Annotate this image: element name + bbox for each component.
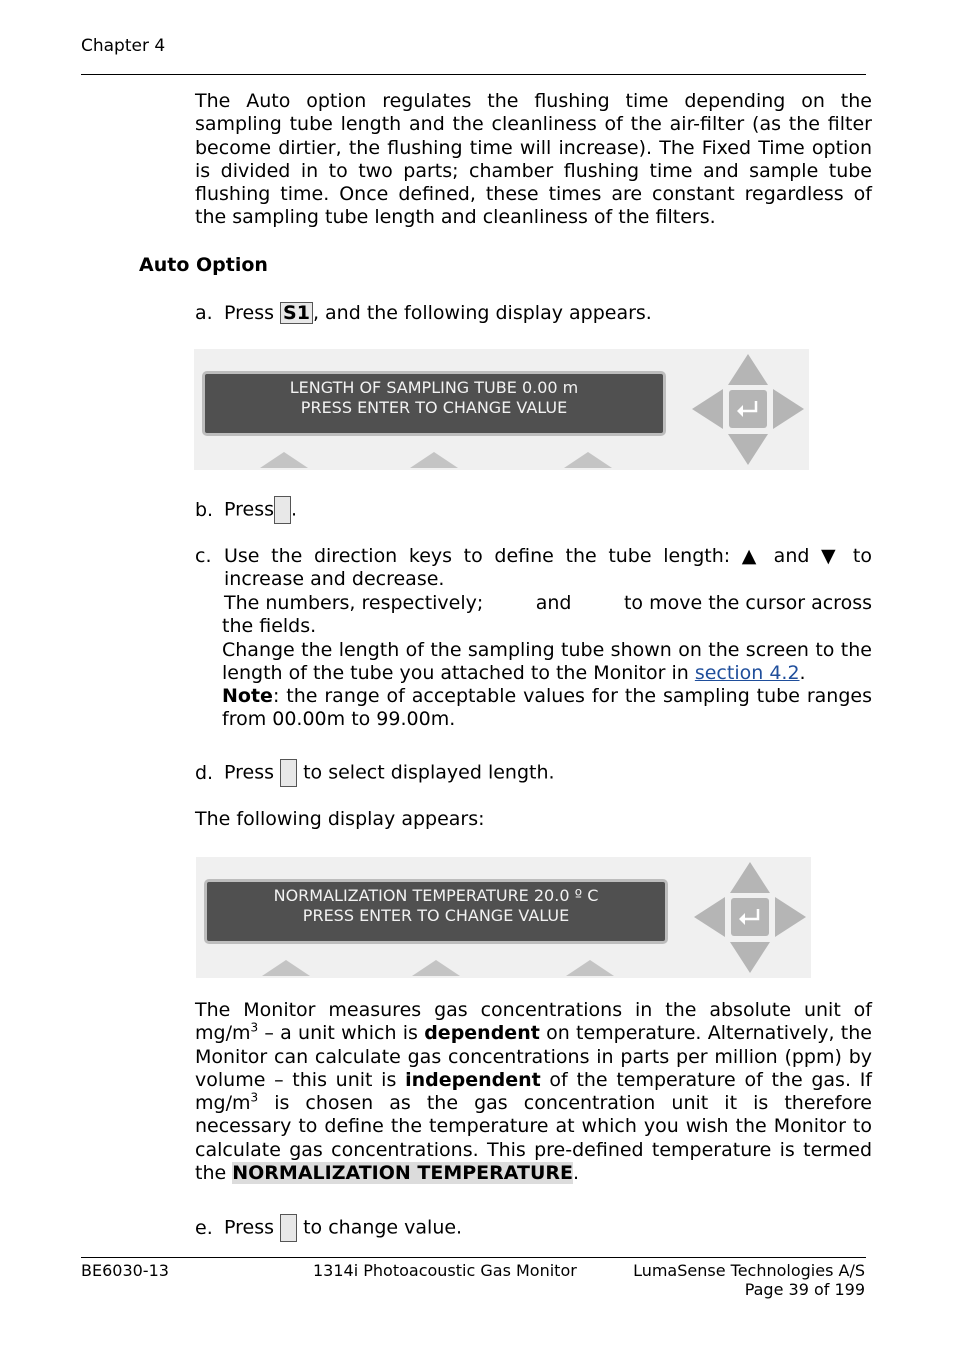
enter-key-icon[interactable] bbox=[731, 898, 769, 936]
section-heading: Auto Option bbox=[139, 254, 268, 276]
soft-key-1[interactable] bbox=[260, 452, 308, 468]
step-e: e. Press to change value. bbox=[195, 1214, 462, 1242]
down-arrow-icon[interactable] bbox=[728, 434, 768, 465]
soft-key-3[interactable] bbox=[566, 960, 614, 976]
right-arrow-icon[interactable] bbox=[773, 389, 804, 429]
page-number: Page 39 of 199 bbox=[744, 1280, 865, 1299]
step-c-line-4: the fields. bbox=[222, 615, 317, 637]
soft-key-3[interactable] bbox=[564, 452, 612, 468]
soft-key-2[interactable] bbox=[410, 452, 458, 468]
lcd-line-1: NORMALIZATION TEMPERATURE 20.0 º C bbox=[273, 886, 599, 905]
doc-id: BE6030-13 bbox=[81, 1261, 169, 1280]
step-b: b. Press . bbox=[195, 496, 297, 524]
lcd-screen bbox=[204, 879, 668, 944]
lcd-line-1: LENGTH OF SAMPLING TUBE 0.00 m bbox=[289, 378, 579, 397]
lcd-line-2: PRESS ENTER TO CHANGE VALUE bbox=[300, 398, 568, 417]
enter-key-icon[interactable] bbox=[729, 390, 767, 428]
display-panel-2 bbox=[196, 857, 811, 978]
step-c-line-3: The numbers, respectively; and to move the cursor across bbox=[224, 592, 872, 614]
step-c: c. Use the direction keys to define the tube length: ▲ and ▼ to bbox=[195, 545, 872, 567]
lcd-line-2: PRESS ENTER TO CHANGE VALUE bbox=[302, 906, 570, 925]
lcd-screen bbox=[202, 371, 666, 436]
soft-key-2[interactable] bbox=[412, 960, 460, 976]
left-arrow-icon[interactable] bbox=[692, 389, 723, 429]
intro-paragraph: The Auto option regulates the flushing time depending on the sampling tube length and the cleanliness of the air-filter (as the filter become dirtier, the flushing time will increase). The Fixed Time option is divided in to two parts; chamber flushing time and sample tube flushing time. Once defined, these times are constant regardless of the sampling tube length and cleanliness of the filters. bbox=[195, 90, 872, 229]
key-box bbox=[280, 759, 297, 787]
normalization-highlight: NORMALIZATION TEMPERATURE bbox=[232, 1162, 574, 1185]
step-c-note: Note: the range of acceptable values for the sampling tube ranges from 00.00m to 99.00m. bbox=[222, 685, 872, 731]
s1-key: S1 bbox=[280, 302, 313, 324]
left-arrow-icon[interactable] bbox=[694, 897, 725, 937]
step-a: a. Press S1 , and the following display appears. bbox=[195, 302, 652, 324]
step-d: d. Press to select displayed length. bbox=[195, 759, 555, 787]
key-box bbox=[280, 1214, 297, 1242]
company-name: LumaSense Technologies A/S bbox=[633, 1261, 865, 1280]
product-name: 1314i Photoacoustic Gas Monitor bbox=[313, 1261, 577, 1280]
soft-key-1[interactable] bbox=[262, 960, 310, 976]
key-box bbox=[274, 496, 291, 524]
step-c-line-2: increase and decrease. bbox=[224, 568, 445, 590]
up-arrow-icon[interactable] bbox=[728, 354, 768, 385]
up-arrow-icon[interactable] bbox=[730, 862, 770, 893]
normalization-explanation: The Monitor measures gas concentrations in the absolute unit of $mg/m^3$ – a unit which is dependent on temperature. Alternatively, the Monitor can calculate gas concentrations in parts per million (ppm) by volume – this unit is independent of the temperature of the gas. If $mg/m^3$ is chosen as the gas concentration unit it is therefore necessary to define the temperature at which you wish the Monitor to calculate gas concentrations. This pre-defined temperature is termed the NORMALIZATION TEMPERATURE. bbox=[195, 999, 872, 1185]
header-rule bbox=[81, 74, 866, 75]
following-display-text: The following display appears: bbox=[195, 808, 485, 830]
step-label: a. bbox=[195, 302, 213, 324]
section-link[interactable]: section 4.2 bbox=[694, 662, 800, 685]
down-arrow-icon[interactable] bbox=[730, 942, 770, 973]
step-c-change: Change the length of the sampling tube shown on the screen to the length of the tube you attached to the Monitor in section 4.2. bbox=[222, 639, 872, 685]
chapter-header: Chapter 4 bbox=[81, 36, 166, 56]
display-panel-1 bbox=[194, 349, 809, 470]
footer-rule bbox=[81, 1257, 866, 1258]
right-arrow-icon[interactable] bbox=[775, 897, 806, 937]
